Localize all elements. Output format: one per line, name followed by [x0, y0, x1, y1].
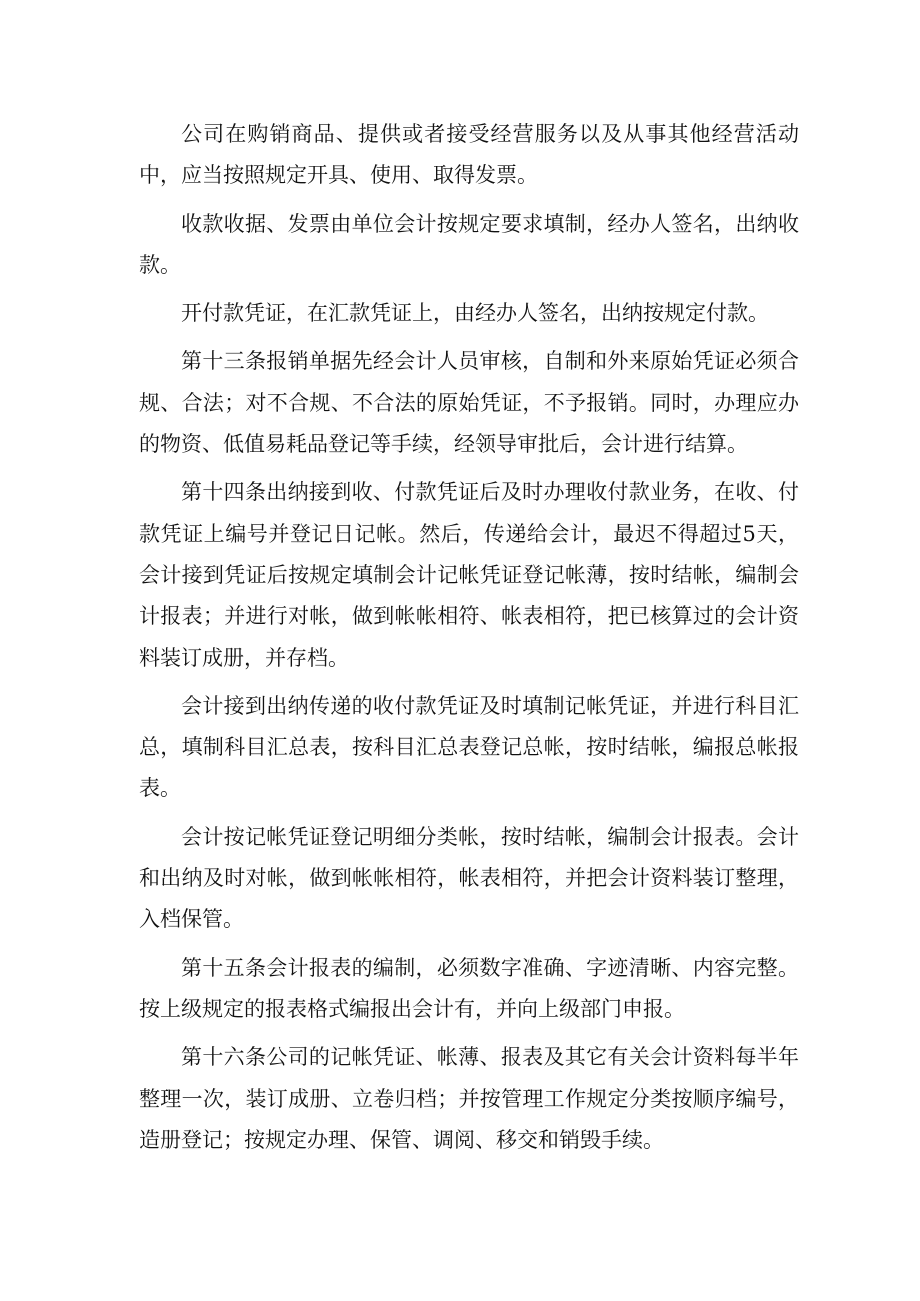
paragraph-detail-ledger: 会计按记帐凭证登记明细分类帐，按时结帐，编制会计报表。会计和出纳及时对帐，做到帐帐相符，帐表相符，并把会计资料装订整理，入档保管。 — [139, 824, 799, 932]
document-page — [139, 114, 799, 1168]
paragraph-article-16: 第十六条公司的记帐凭证、帐薄、报表及其它有关会计资料每半年整理一次，装订成册、立卷归档；并按管理工作规定分类按顺序编号，造册登记；按规定办理、保管、调阅、移交和销毁手续。 — [139, 1045, 799, 1152]
paragraph-payment-vouchers: 开付款凭证，在汇款凭证上，由经办人签名，出纳按规定付款。 — [181, 301, 769, 326]
paragraph-article-15: 第十五条会计报表的编制，必须数字准确、字迹清晰、内容完整。按上级规定的报表格式编报出会计有，并向上级部门申报。 — [139, 955, 799, 1021]
paragraph-article-14: 第十四条出纳接到收、付款凭证后及时办理收付款业务，在收、付款凭证上编号并登记日记帐。然后，传递给会计，最迟不得超过5天，会计接到凭证后按规定填制会计记帐凭证登记帐薄，按时结帐，编制会计报表；并进行对帐，做到帐帐相符、帐表相符，把已核算过的会计资料装订成册，并存档。 — [139, 480, 799, 670]
paragraph-invoice-rules: 公司在购销商品、提供或者接受经营服务以及从事其他经营活动中，应当按照规定开具、使用、取得发票。 — [139, 122, 799, 188]
paragraph-receipts: 收款收据、发票由单位会计按规定要求填制，经办人签名，出纳收款。 — [139, 211, 799, 277]
paragraph-general-ledger: 会计接到出纳传递的收付款凭证及时填制记帐凭证，并进行科目汇总，填制科目汇总表，按科目汇总表登记总帐，按时结帐，编报总帐报表。 — [139, 693, 799, 801]
paragraph-article-13: 第十三条报销单据先经会计人员审核，自制和外来原始凭证必须合规、合法；对不合规、不合法的原始凭证，不予报销。同时，办理应办的物资、低值易耗品登记等手续，经领导审批后，会计进行结算。 — [139, 349, 799, 457]
